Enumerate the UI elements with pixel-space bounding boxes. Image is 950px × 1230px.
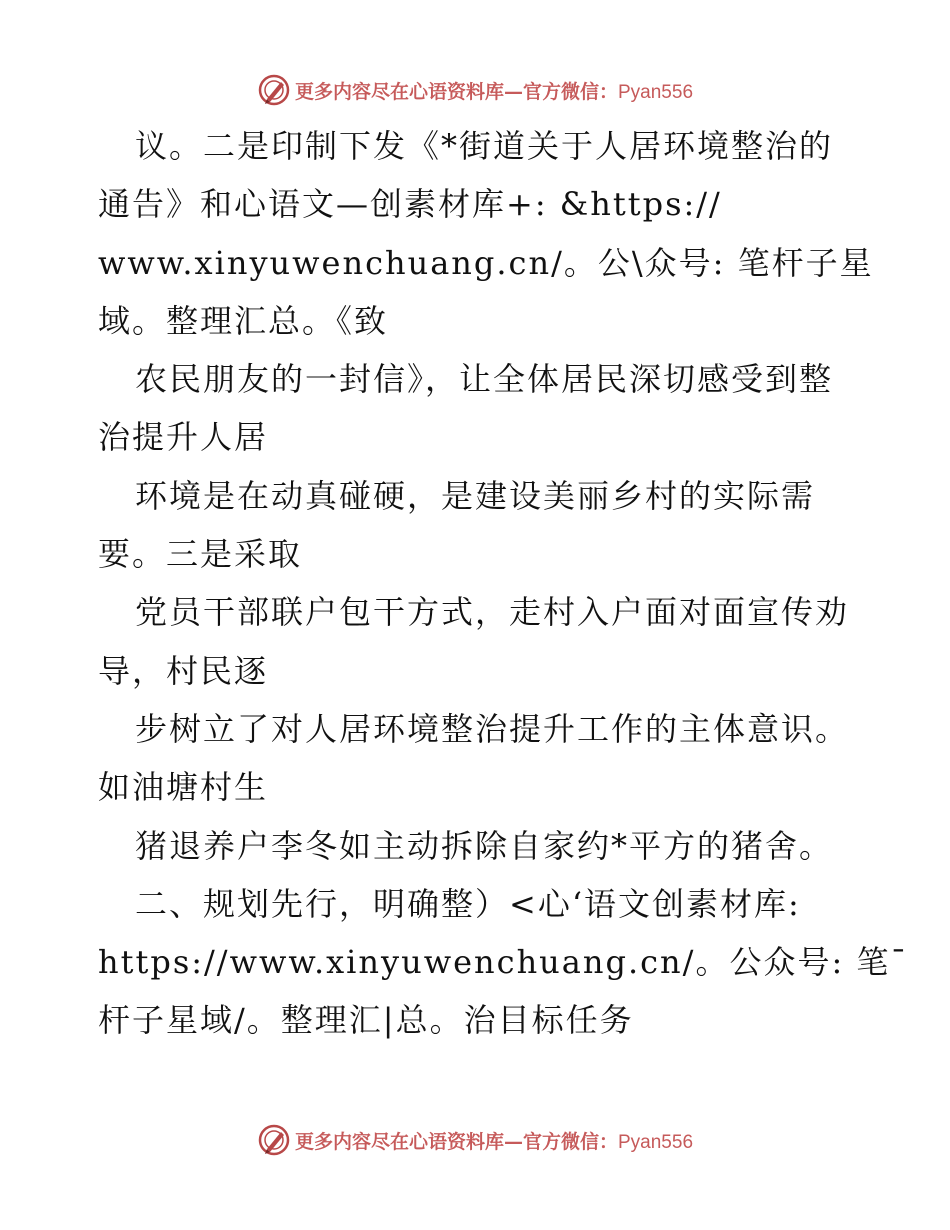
header-watermark [0,70,950,110]
text-line: 环境是在动真碰硬，是建设美丽乡村的实际需 [135,476,816,515]
pen-logo-icon [257,73,291,107]
text-line: 通告》和心语文—创素材库+: &https:// [98,185,722,224]
watermark-text: 更多内容尽在心语资料库—官方微信：Pyan556 [294,80,694,103]
text-line: 要。三是采取 [98,535,303,574]
text-line: 猪退养户李冬如主动拆除自家约*平方的猪舍。 [135,826,834,865]
watermark-text: 更多内容尽在心语资料库—官方微信：Pyan556 [294,1130,694,1153]
document-body [98,117,909,1050]
text-line: 如油塘村生 [98,768,269,807]
text-line: 步树立了对人居环境整治提升工作的主体意识。 [135,709,850,748]
text-line: www.xinyuwenchuang.cn/。公\众号: 笔杆子星 [98,243,874,282]
text-line: 治提升人居 [98,418,269,457]
text-line: 二、规划先行，明确整）<心‘语文创素材库: [135,884,801,923]
text-line: 议。二是印制下发《*街道关于人居环境整治的 [135,127,834,165]
pen-logo-icon [257,1123,291,1157]
text-line: https://www.xinyuwenchuang.cn/。公众号: 笔¯ [98,943,909,982]
text-line: 导，村民逐 [98,651,269,690]
text-line: 党员干部联户包干方式，走村入户面对面宣传劝 [135,593,850,632]
text-line: 农民朋友的一封信》，让全体居民深切感受到整 [135,360,834,399]
text-line: 域。整理汇总。《致 [98,301,389,340]
text-line: 杆子星域/。整理汇|总。治目标任务 [98,1001,634,1040]
footer-watermark [0,1120,950,1160]
